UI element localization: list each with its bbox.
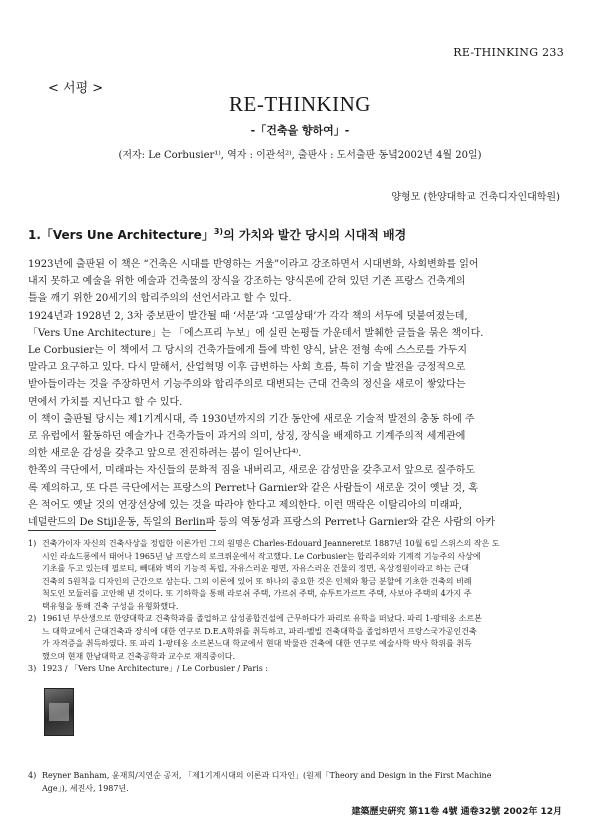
article-title: RE-THINKING [229, 92, 371, 116]
footnote-number: 3) [28, 664, 37, 673]
footnote-2 [28, 613, 576, 663]
footnote-4 [28, 770, 576, 795]
footnote-number: 2) [28, 614, 37, 623]
body-line: 1923년에 출판된 이 책은 “건축은 시대를 반영하는 거울”이라고 강조하면서 시대변화, 사회변화를 읽어 [28, 259, 479, 270]
footnote-line: Age」), 세진사, 1987년. [42, 783, 129, 793]
journal-footer: 建築歷史硏究 第11卷 4號 通卷32號 2002年 12月 [351, 807, 562, 817]
footnote-line: 시인 라쇼드퐁에서 태어나 1965년 남 프랑스의 로크뤼운에서 작고했다. Le Corbusier는 합리주의와 기계적 기능주의 사상에 [42, 551, 481, 561]
footnote-divider [28, 530, 216, 531]
footnote-3 [28, 663, 576, 676]
section-heading-text: 1.「Vers Une Architecture」 [28, 228, 214, 242]
body-line: 한쪽의 극단에서, 미래파는 자신들의 문화적 짐을 내버리고, 새로운 감성만을 갖추고서 앞으로 질주하도 [28, 465, 476, 477]
body-line: 록 제의하고, 또 다른 극단에서는 프랑스의 Perret나 Garnier와 같은 사람들이 새로운 것이 옛날 것, 혹 [28, 482, 479, 494]
footnote-line: Reyner Banham, 윤재희/지연순 공저, 「제1기계시대의 이론과 디자인」(원제「Theory and Design in the First Machine [42, 771, 492, 780]
footnote-line: 건축가이자 자신의 건축사상을 정립한 이론가인 그의 원명은 Charles-Edouard Jeanneret로 1887년 10월 6일 스위스의 작은 도 [42, 539, 500, 548]
body-line: 1924년과 1928년 2, 3차 중보판이 발간될 때 ‘서문’과 ‘고열상태’가 각각 책의 서두에 덧붙여졌는데, [28, 310, 468, 322]
body-line: 틀을 깨기 위한 20세기의 합리주의의 선언서라고 할 수 있다. [28, 293, 292, 305]
reviewer-author: 양형모 (한양대학교 건축디자인대학원) [391, 192, 560, 203]
body-line: 은 적어도 옛날 것의 연장선상에 있는 것을 따라야 한다고 제의한다. 이런 맥락은 이탈리아의 미래파, [28, 499, 463, 511]
body-line: 말라고 요구하고 있다. 다시 말해서, 산업혁명 이후 급변하는 사회 흐름, 특히 기술 발전을 긍정적으로 [28, 362, 466, 374]
body-line: 네덜란드의 De Stijl운동, 독일의 Berlin파 등의 역동성과 프랑스의 Perret나 Garnier와 같은 사람의 아카 [28, 517, 496, 529]
footnote-1 [28, 538, 576, 613]
article-subtitle: -「건축을 향하여」- [250, 124, 350, 137]
body-line: 내지 못하고 예술을 위한 예술과 건축물의 장식을 강조하는 양식론에 갇혀 있던 기존 프랑스 건축계의 [28, 276, 466, 288]
footnote-line: 1961년 부산생으로 한양대학교 건축학과를 졸업하고 삼성종합건설에 근무하다가 파리로 유학을 떠났다. 파리 1-팡테옹 소르본 [42, 614, 482, 623]
footnote-line: 척도인 모듈러를 고안해 낸 것이다. 또 기하학을 통해 라로쉬 주택, 가르쉬 주택, 슈투트가르트 주택, 사보아 주택의 4가지 주 [42, 589, 472, 598]
footnote-line: 기초를 두고 있는데 필로티, 빼대와 벽의 기능적 독립, 자유스러운 평면, 자유스러운 건물의 정면, 옥상정원이라고 하는 근대 [42, 564, 469, 573]
body-line: 로 유럽에서 활동하던 예술가나 건축가들이 과거의 의미, 상징, 장식을 배제하고 기계주의적 세계관에 [28, 431, 466, 443]
footnote-line: 택유형을 통해 건축 구성을 유형화했다. [42, 601, 179, 611]
body-line: 이 책이 출판될 당시는 제1기계시대, 즉 1930년까지의 기간 동안에 새로운 기술적 발전의 충동 하에 주 [28, 413, 475, 425]
book-credits: (저자: Le Corbusier¹⁾, 역자 : 이관석²⁾, 출판사 : 도서출판 동녘2002년 4월 20일) [118, 150, 482, 161]
footnote-number: 4) [28, 771, 37, 780]
body-line: 의한 새로운 감성을 갖추고 앞으로 전진하려는 붐이 일어난다⁴⁾. [28, 448, 302, 460]
footnote-line: 느 대학교에서 근대건축과 장식에 대한 연구로 D.E.A학위를 취득하고, 파리-벨빌 건축대학을 졸업하면서 프랑스국가공인건축 [42, 626, 477, 636]
section-heading [28, 226, 406, 243]
footnote-line: 1923 / 「Vers Une Architecture」/ Le Corbusier / Paris : [42, 664, 269, 673]
body-line: 「Vers Une Architecture」는 「에스프리 누보」에 실린 논평들 가운데서 발췌한 글들을 묶은 책이다. [28, 327, 484, 339]
section-heading-rest: 의 가치와 발간 당시의 시대적 배경 [223, 228, 407, 242]
footnote-ref-3: 3) [213, 227, 224, 236]
footnotes [28, 538, 576, 676]
body-text [28, 256, 574, 531]
footnote-number: 1) [28, 539, 37, 548]
body-line: 면에서 가치를 지닌다고 할 수 있다. [28, 396, 183, 408]
footnote-line: 했으며 현재 한남대학교 건축공학과 교수로 재직중이다. [42, 651, 235, 661]
section-tag: < 서평 > [48, 81, 104, 96]
running-head: RE-THINKING 233 [453, 46, 564, 59]
book-cover-image [44, 688, 74, 736]
footnote-line: 건축의 5원칙을 디자인의 근간으로 삼는다. 그의 이론에 있어 또 하나의 중요한 것은 인체와 황금 분할에 기초한 건축의 비례 [42, 576, 472, 586]
footnote-line: 가 자격증을 취득하였다. 또 파리 1-팡테옹 소르본느대 학교에서 현대 박물관 건축에 대한 연구로 예술사학 박사 학위를 취득 [42, 639, 472, 648]
body-line: Le Corbusier는 이 책에서 그 당시의 건축가들에게 틀에 박힌 양식, 낡은 전형 속에 스스로를 가두지 [28, 345, 468, 357]
body-line: 받아들이라는 것을 주장하면서 기능주의와 합리주의로 대변되는 근대 건축의 정신을 새로이 쌓았다는 [28, 379, 466, 391]
